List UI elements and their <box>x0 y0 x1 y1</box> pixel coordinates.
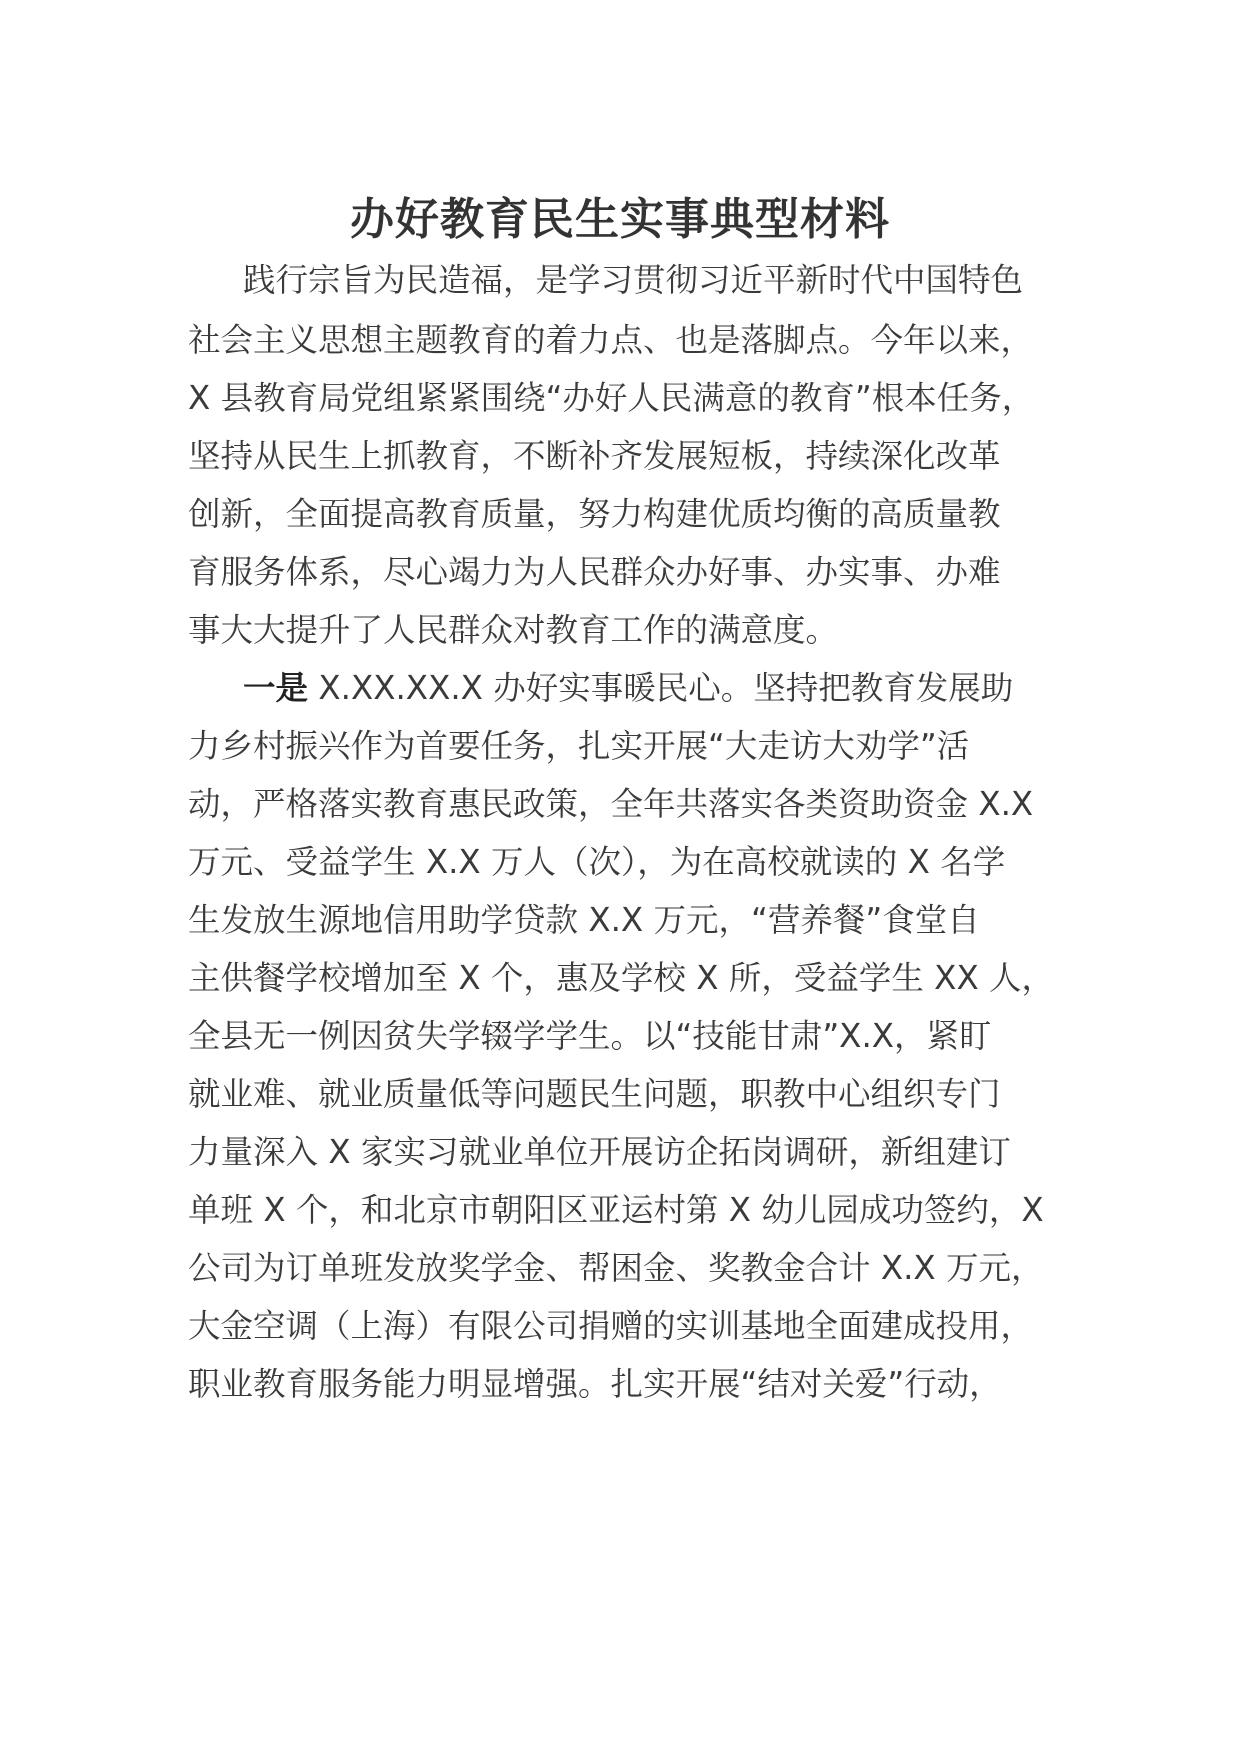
paragraph-2-line-11: 公司为订单班发放奖学金、帮困金、奖教金合计 X.X 万元， <box>188 1249 1044 1287</box>
paragraph-1-line-4: 坚持从民生上抓教育，不断补齐发展短板，持续深化改革 <box>188 437 1001 475</box>
paragraph-1-line-2: 社会主义思想主题教育的着力点、也是落脚点。今年以来， <box>188 321 1034 359</box>
paragraph-2-line-10: 单班 X 个，和北京市朝阳区亚运村第 X 幼儿园成功签约，X <box>188 1191 1044 1229</box>
paragraph-2-lead: 一是 <box>243 669 309 707</box>
paragraph-1-line-1: 践行宗旨为民造福，是学习贯彻习近平新时代中国特色 <box>243 261 1024 299</box>
paragraph-1-line-6: 育服务体系，尽心竭力为人民群众办好事、办实事、办难 <box>188 553 1001 591</box>
paragraph-2-line-9: 力量深入 X 家实习就业单位开展访企拓岗调研，新组建订 <box>188 1133 1011 1171</box>
paragraph-2-line-1-text: X.XX.XX.X 办好实事暖民心。坚持把教育发展助 <box>308 669 1014 707</box>
paragraph-2-line-4: 万元、受益学生 X.X 万人（次），为在高校就读的 X 名学 <box>188 843 1006 881</box>
paragraph-2-line-1 <box>243 663 1013 713</box>
paragraph-1-line-7: 事大大提升了人民群众对教育工作的满意度。 <box>188 611 839 649</box>
paragraph-2-line-5: 生发放生源地信用助学贷款 X.X 万元，“营养餐”食堂自 <box>188 901 980 939</box>
paragraph-2-line-7: 全县无一例因贫失学辍学学生。以“技能甘肃”X.X，紧盯 <box>188 1017 992 1055</box>
paragraph-2-line-8: 就业难、就业质量低等问题民生问题，职教中心组织专门 <box>188 1075 1001 1113</box>
paragraph-2-line-12: 大金空调（上海）有限公司捐赠的实训基地全面建成投用， <box>188 1307 1034 1345</box>
paragraph-2-line-3: 动，严格落实教育惠民政策，全年共落实各类资助资金 X.X <box>188 785 1034 823</box>
paragraph-2-line-13: 职业教育服务能力明显增强。扎实开展“结对关爱”行动， <box>188 1365 1002 1403</box>
paragraph-1-line-5: 创新，全面提高教育质量，努力构建优质均衡的高质量教 <box>188 495 1001 533</box>
paragraph-1-line-3: X 县教育局党组紧紧围绕“办好人民满意的教育”根本任务， <box>188 379 1035 417</box>
document-title: 办好教育民生实事典型材料 <box>350 194 890 245</box>
paragraph-2-line-6: 主供餐学校增加至 X 个，惠及学校 X 所，受益学生 XX 人， <box>188 959 1055 997</box>
paragraph-2-line-2: 力乡村振兴作为首要任务，扎实开展“大走访大劝学”活 <box>188 727 970 765</box>
